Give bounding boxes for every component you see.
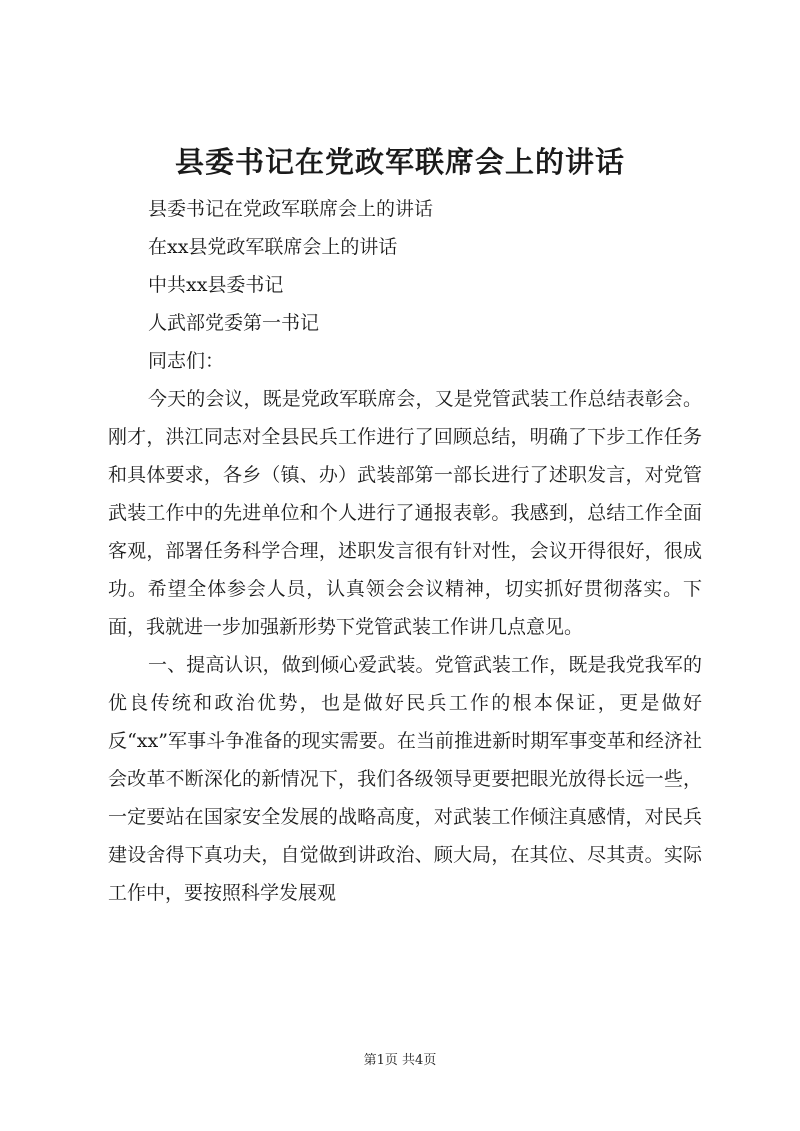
paragraph-opening: 今天的会议，既是党政军联席会，又是党管武装工作总结表彰会。刚才，洪江同志对全县民兵工作进行了回顾总结，明确了下步工作任务和具体要求，各乡（镇、办）武装部第一部长进行了述职发言，对党管武装工作中的先进单位和个人进行了通报表彰。我感到，总结工作全面客观，部署任务科学合理，述职发言很有针对性，会议开得很好，很成功。希望全体参会人员，认真领会会议精神，切实抓好贯彻落实。下面，我就进一步加强新形势下党管武装工作讲几点意见。 xyxy=(108,388,702,638)
page-number-footer: 第1页 共4页 xyxy=(363,1053,437,1068)
salutation: 同志们： xyxy=(148,350,225,372)
paragraph-section-one: 一、提高认识，做到倾心爱武装。党管武装工作，既是我党我军的优良传统和政治优势，也是做好民兵工作的根本保证，更是做好反“xx”军事斗争准备的现实需要。在当前推进新时期军事变革和经济社会改革不断深化的新情况下，我们各级领导更要把眼光放得长远一些，一定要站在国家安全发展的战略高度，对武装工作倾注真感情，对民兵建设舍得下真功夫，自觉做到讲政治、顾大局，在其位、尽其责。实际工作中，要按照科学发展观 xyxy=(108,654,702,904)
document-title: 县委书记在党政军联席会上的讲话 xyxy=(174,145,625,179)
header-line-meeting: 在xx县党政军联席会上的讲话 xyxy=(148,236,398,258)
header-line-title: 县委书记在党政军联席会上的讲话 xyxy=(148,198,434,220)
header-line-position: 人武部党委第一书记 xyxy=(148,312,320,334)
document-body xyxy=(108,190,702,912)
header-line-speaker: 中共xx县委书记 xyxy=(148,274,284,296)
